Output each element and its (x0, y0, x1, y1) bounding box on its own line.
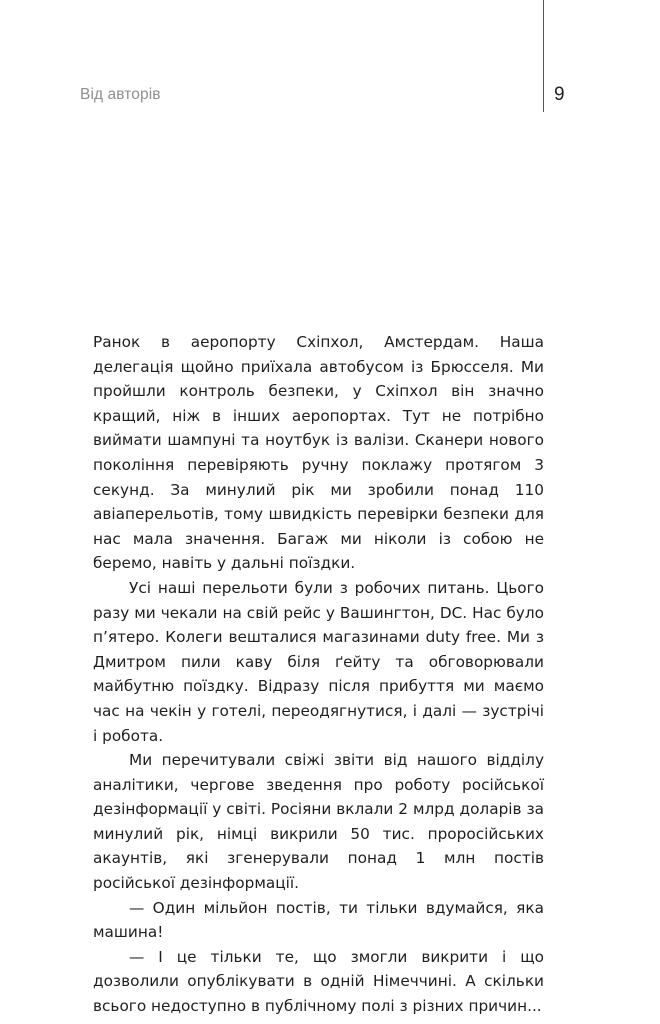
dialogue-line-1: — Один мільйон постів, ти тільки вдумайся, яка машина! (93, 898, 544, 942)
running-header: Від авторів (80, 86, 161, 103)
paragraph-1: Ранок в аеропорту Схіпхол, Амстердам. Наша делегація щойно приїхала автобусом із Брюсселя. Ми пройшли контроль безпеки, у Схіпхол він значно кращий, ніж в інших аеропортах. Тут не потрібно виймати шампуні та ноутбук із валізи. Сканери нового покоління перевіряють ручну поклажу протягом 3 секунд. За минулий рік ми зробили понад 110 авіаперельотів, тому швидкість перевірки безпеки для нас мала значення. Багаж ми ніколи із собою не беремо, навіть у дальні поїздки. (93, 333, 544, 573)
body-text (93, 330, 544, 1019)
dialogue-line-2: — І це тільки те, що змогли викрити і що дозволили опублікувати в одній Німеччині. А скільки всього недоступно в публічному полі з різних причин... (93, 947, 544, 1016)
paragraph-2: Усі наші перельоти були з робочих питань. Цього разу ми чекали на свій рейс у Вашингтон, DC. Нас було п’ятеро. Колеги вешталися магазинами duty free. Ми з Дмитром пили каву біля ґейту та обговорювали майбутню поїздку. Відразу після прибуття ми маємо час на чекін у готелі, переодягнутися, і далі — зустрічі і робота. (93, 578, 544, 745)
page-number: 9 (554, 84, 565, 105)
paragraph-3: Ми перечитували свіжі звіти від нашого відділу аналітики, чергове зведення про роботу російської дезінформації у світі. Росіяни вклали 2 млрд доларів за минулий рік, німці викрили 50 тис. проросійських акаунтів, які згенерували понад 1 млн постів російської дезінформації. (93, 751, 544, 893)
margin-rule (543, 0, 544, 112)
